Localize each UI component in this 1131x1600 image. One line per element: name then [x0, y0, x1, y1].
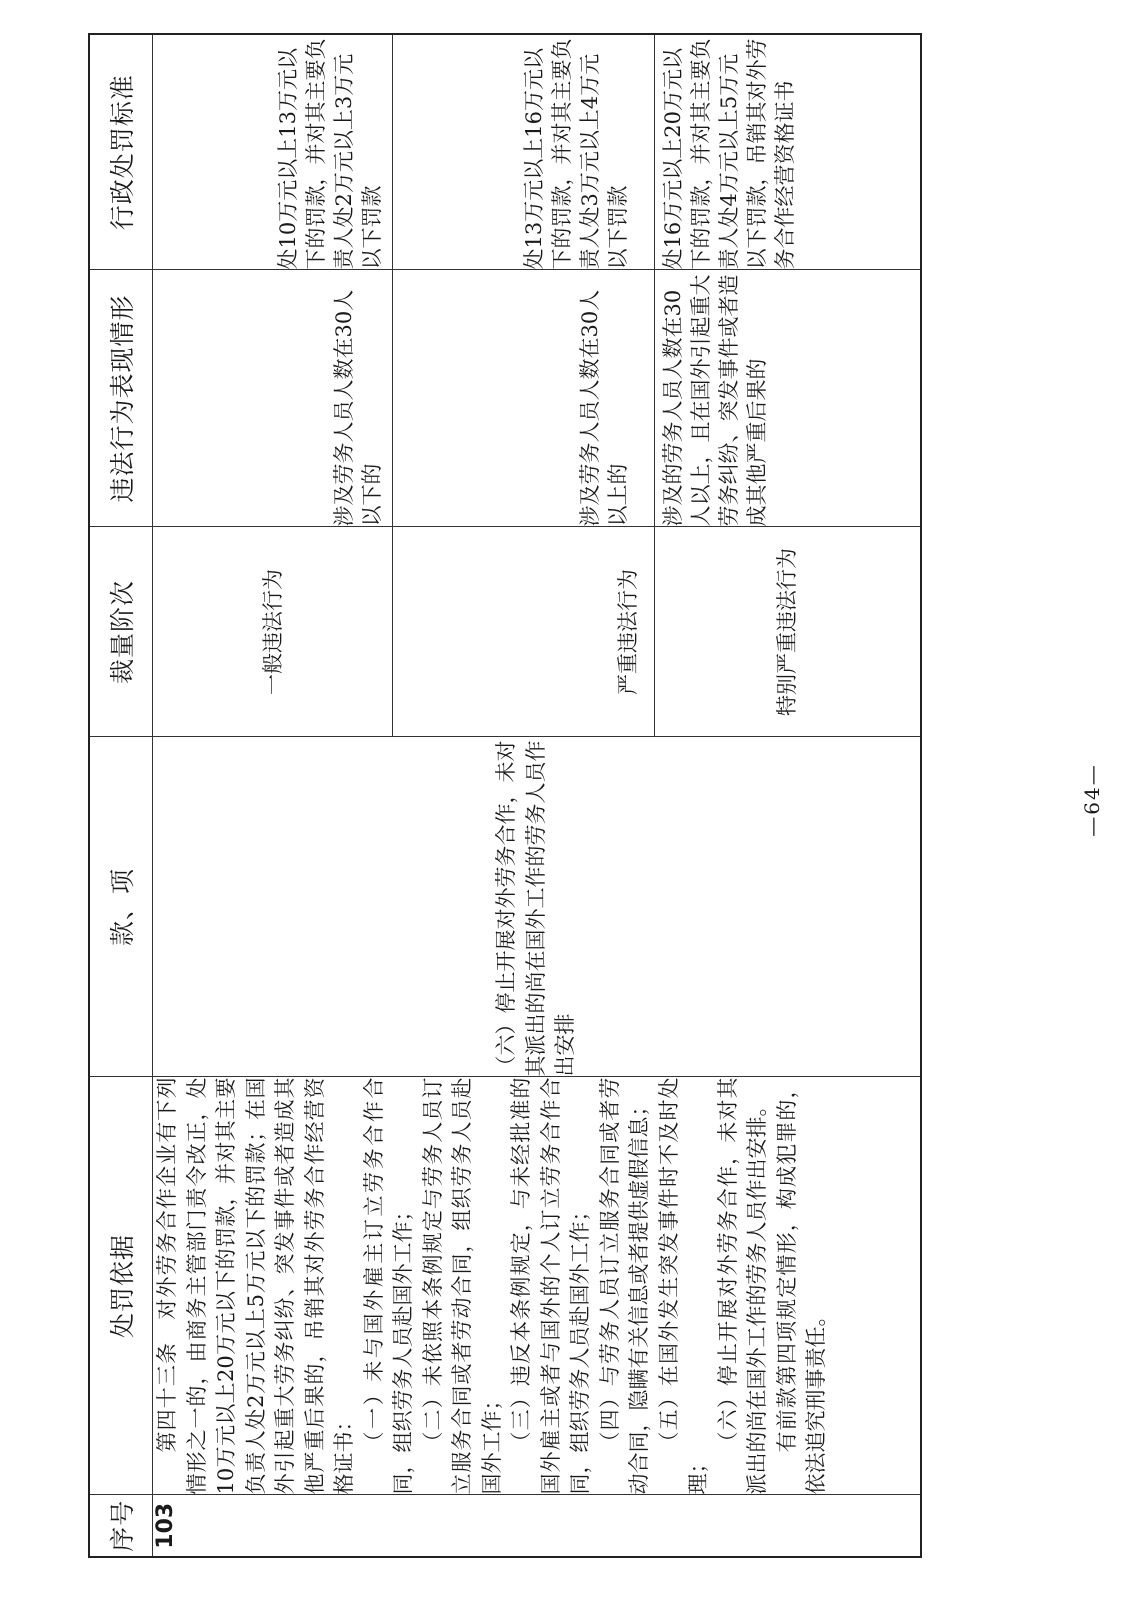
level-general: 一般违法行为: [153, 527, 393, 737]
condition-serious: 涉及劳务人员人数在30人以上的: [393, 270, 655, 527]
clause-item: [153, 737, 921, 1077]
clause-text: （六）停止开展对外劳务合作，未对其派出的尚在国外工作的劳务人员作出安排: [494, 740, 577, 1077]
header-level: 裁量阶次: [89, 527, 153, 737]
basis-paragraph: 有前款第四项规定情形，构成犯罪的，依法追究刑事责任。: [774, 1077, 828, 1495]
header-standard: 行政处罚标准: [89, 34, 153, 270]
condition-especially-serious: 涉及的劳务人员人数在30人以上，且在国外引起重大劳务纠纷、突发事件或者造成其他严重后果的: [655, 270, 921, 527]
basis-paragraph: 第四十三条 对外劳务合作企业有下列情形之一的，由商务主管部门责令改正，处10万元以上20万元以下的罚款，并对其主要负责人处2万元以上5万元以下的罚款；在国外引起重大劳务纠纷、突发事件或者造成其他严重后果的，吊销其对外劳务合作经营资格证书：: [155, 1077, 356, 1495]
basis-item: （三）违反本条例规定，与未经批准的国外雇主或者与国外的个人订立劳务合作合同，组织劳务人员赴国外工作；: [509, 1077, 592, 1495]
condition-general: 涉及劳务人员人数在30人以下的: [153, 270, 393, 527]
header-condition: 违法行为表现情形: [89, 270, 153, 527]
row-seq: 103: [153, 1495, 921, 1557]
basis-item: （二）未依照本条例规定与劳务人员订立服务合同或者劳动合同，组织劳务人员赴国外工作；: [420, 1077, 504, 1495]
standard-general: 处10万元以上13万元以下的罚款，并对其主要负责人处2万元以上3万元以下罚款: [153, 34, 393, 270]
header-clause: 款、项: [89, 737, 153, 1077]
penalty-basis: [153, 1077, 921, 1495]
page-number: —64—: [1080, 763, 1104, 837]
header-seq: 序号: [89, 1495, 153, 1557]
standard-especially-serious: 处16万元以上20万元以下的罚款，并对其主要负责人处4万元以上5万元以下罚款，吊销其对外劳务合作经营资格证书: [655, 34, 921, 270]
basis-item: （四）与劳务人员订立服务合同或者劳动合同，隐瞒有关信息或者提供虚假信息；: [597, 1077, 651, 1495]
level-row-1: [153, 34, 393, 1557]
penalty-table: [88, 33, 922, 1558]
basis-item: （六）停止开展对外劳务合作，未对其派出的尚在国外工作的劳务人员作出安排。: [715, 1077, 769, 1495]
basis-item: （一）未与国外雇主订立劳务合作合同，组织劳务人员赴国外工作；: [361, 1077, 415, 1495]
header-row: [89, 34, 153, 1557]
level-especially-serious: 特别严重违法行为: [655, 527, 921, 737]
header-basis: 处罚依据: [89, 1077, 153, 1495]
standard-serious: 处13万元以上16万元以下的罚款，并对其主要负责人处3万元以上4万元以下罚款: [393, 34, 655, 270]
level-serious: 严重违法行为: [393, 527, 655, 737]
basis-item: （五）在国外发生突发事件时不及时处理；: [656, 1077, 710, 1495]
